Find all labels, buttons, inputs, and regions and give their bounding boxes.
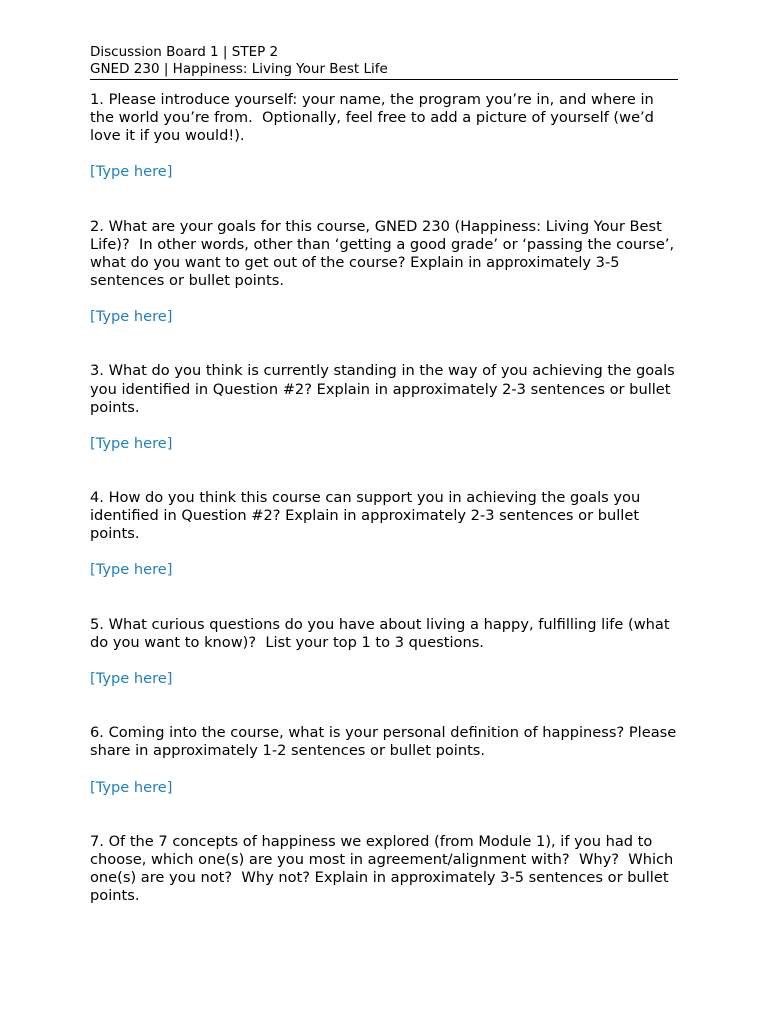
answer-4-placeholder[interactable]: [Type here] (90, 561, 173, 579)
question-4-text: 4. How do you think this course can support you in achieving the goals you identified in Question #2? Explain in approximately 2-3 sentences or bullet points. (90, 489, 645, 543)
question-2 (90, 218, 678, 327)
answer-2-placeholder[interactable]: [Type here] (90, 308, 173, 326)
question-3 (90, 362, 678, 452)
question-1 (90, 91, 678, 181)
answer-1-placeholder[interactable]: [Type here] (90, 163, 173, 181)
question-4 (90, 489, 678, 579)
question-list (90, 80, 681, 905)
header-line-1: Discussion Board 1 | STEP 2 (90, 44, 279, 60)
header-line-2: GNED 230 | Happiness: Living Your Best Life (90, 61, 388, 77)
question-5-text: 5. What curious questions do you have about living a happy, fulfilling life (what do you want to know)? List your top 1 to 3 questions. (90, 615, 675, 651)
question-1-text: 1. Please introduce yourself: your name, the program you’re in, and where in the world you’re from. Optionally, feel free to add a picture of yourself (we’d love it if you would!). (90, 91, 659, 145)
document-page (90, 44, 681, 923)
answer-6-placeholder[interactable]: [Type here] (90, 778, 173, 796)
question-7 (90, 833, 678, 905)
document-header (90, 44, 678, 80)
question-3-text: 3. What do you think is currently standing in the way of you achieving the goals you identified in Question #2? Explain in approximately 2-3 sentences or bullet points. (90, 362, 680, 416)
question-5 (90, 616, 678, 688)
question-6 (90, 724, 681, 796)
question-7-text: 7. Of the 7 concepts of happiness we explored (from Module 1), if you had to choose, which one(s) are you most in agreement/alignment with? Why? Which one(s) are you not? Why not? Explain in approximately 3-5 sentences or bullet points. (90, 832, 678, 905)
answer-5-placeholder[interactable]: [Type here] (90, 670, 173, 687)
answer-3-placeholder[interactable]: [Type here] (90, 434, 173, 452)
question-6-text: 6. Coming into the course, what is your personal definition of happiness? Please share in approximately 1-2 sentences or bullet points. (90, 724, 681, 760)
question-2-text: 2. What are your goals for this course, GNED 230 (Happiness: Living Your Best Life)? In other words, other than ‘getting a good grade’ or ‘passing the course’, what do you want to get out of the course? Explain in approximately 3-5 sentences or bullet points. (90, 217, 679, 289)
